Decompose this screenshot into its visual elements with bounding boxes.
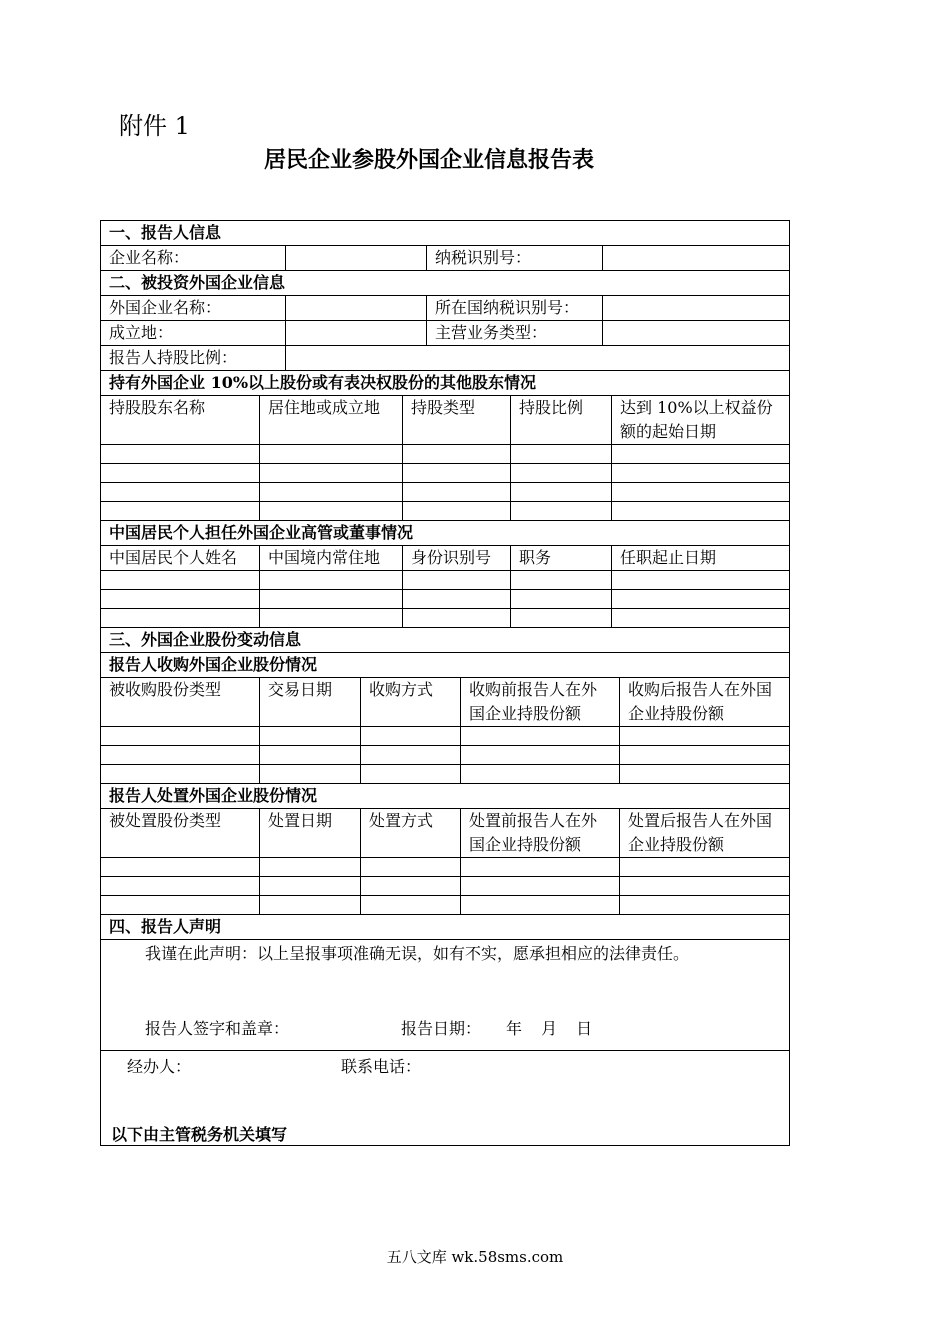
table-cell[interactable] — [101, 483, 260, 502]
acquire-header: 收购前报告人在外国企业持股份额 — [461, 678, 620, 727]
table-cell[interactable] — [620, 858, 790, 877]
table-cell[interactable] — [511, 445, 612, 464]
table-cell[interactable] — [101, 877, 260, 896]
tax-id-field[interactable] — [603, 246, 790, 271]
table-cell[interactable] — [101, 590, 260, 609]
dispose-title: 报告人处置外国企业股份情况 — [101, 784, 790, 809]
table-cell[interactable] — [361, 858, 461, 877]
executives-header: 中国境内常住地 — [260, 546, 403, 571]
table-cell[interactable] — [612, 445, 790, 464]
executives-header: 身份识别号 — [403, 546, 511, 571]
share-change-table — [100, 627, 790, 1146]
report-form — [100, 220, 789, 1146]
table-cell[interactable] — [612, 571, 790, 590]
tax-office-note: 以下由主管税务机关填写 — [111, 1125, 288, 1144]
established-field[interactable] — [286, 321, 427, 346]
table-cell[interactable] — [511, 590, 612, 609]
table-cell[interactable] — [620, 877, 790, 896]
table-cell[interactable] — [620, 746, 790, 765]
table-cell[interactable] — [101, 896, 260, 915]
business-type-label: 主营业务类型： — [427, 321, 603, 346]
table-cell[interactable] — [612, 502, 790, 521]
table-cell[interactable] — [101, 727, 260, 746]
acquire-header: 交易日期 — [260, 678, 361, 727]
contact-cell — [101, 1051, 790, 1146]
country-tax-id-field[interactable] — [603, 296, 790, 321]
dispose-header: 处置后报告人在外国企业持股份额 — [620, 809, 790, 858]
section-4-title: 四、报告人声明 — [101, 915, 790, 940]
attachment-label: 附件 1 — [119, 112, 190, 140]
acquire-header: 收购方式 — [361, 678, 461, 727]
declaration-statement: 我谨在此声明：以上呈报事项准确无误，如有不实，愿承担相应的法律责任。 — [145, 944, 690, 963]
table-cell[interactable] — [260, 502, 403, 521]
table-cell[interactable] — [403, 590, 511, 609]
shareholders-header: 达到 10%以上权益份额的起始日期 — [612, 396, 790, 445]
table-cell[interactable] — [260, 609, 403, 628]
dispose-header: 处置日期 — [260, 809, 361, 858]
table-cell[interactable] — [260, 483, 403, 502]
table-cell[interactable] — [101, 765, 260, 784]
table-cell[interactable] — [511, 571, 612, 590]
table-cell[interactable] — [260, 896, 361, 915]
company-name-label: 企业名称： — [101, 246, 286, 271]
table-cell[interactable] — [361, 727, 461, 746]
table-cell[interactable] — [260, 746, 361, 765]
table-cell[interactable] — [101, 571, 260, 590]
table-cell[interactable] — [361, 877, 461, 896]
report-date-label: 报告日期： — [401, 1019, 482, 1038]
table-cell[interactable] — [361, 765, 461, 784]
table-cell[interactable] — [260, 445, 403, 464]
table-cell[interactable] — [511, 464, 612, 483]
business-type-field[interactable] — [603, 321, 790, 346]
table-cell[interactable] — [620, 765, 790, 784]
table-cell[interactable] — [101, 502, 260, 521]
section-3-title: 三、外国企业股份变动信息 — [101, 628, 790, 653]
table-cell[interactable] — [260, 727, 361, 746]
table-cell[interactable] — [461, 727, 620, 746]
holding-ratio-label: 报告人持股比例： — [101, 346, 286, 371]
table-cell[interactable] — [260, 464, 403, 483]
form-title: 居民企业参股外国企业信息报告表 — [263, 147, 594, 173]
established-label: 成立地： — [101, 321, 286, 346]
section-1-title: 一、报告人信息 — [101, 221, 790, 246]
acquire-title: 报告人收购外国企业股份情况 — [101, 653, 790, 678]
table-cell[interactable] — [101, 746, 260, 765]
table-cell[interactable] — [612, 483, 790, 502]
phone-label: 联系电话： — [341, 1057, 422, 1076]
table-cell[interactable] — [403, 571, 511, 590]
country-tax-id-label: 所在国纳税识别号： — [427, 296, 603, 321]
table-cell[interactable] — [461, 896, 620, 915]
table-cell[interactable] — [101, 464, 260, 483]
shareholders-header: 持股类型 — [403, 396, 511, 445]
table-cell[interactable] — [461, 877, 620, 896]
table-cell[interactable] — [403, 464, 511, 483]
acquire-header: 收购后报告人在外国企业持股份额 — [620, 678, 790, 727]
table-cell[interactable] — [101, 609, 260, 628]
table-cell[interactable] — [511, 609, 612, 628]
executives-header: 任职起止日期 — [612, 546, 790, 571]
table-cell[interactable] — [461, 765, 620, 784]
shareholders-header: 持股股东名称 — [101, 396, 260, 445]
table-cell[interactable] — [612, 609, 790, 628]
table-cell[interactable] — [403, 609, 511, 628]
table-cell[interactable] — [101, 445, 260, 464]
table-cell[interactable] — [403, 445, 511, 464]
shareholders-title: 持有外国企业 10%以上股份或有表决权股份的其他股东情况 — [101, 371, 790, 396]
shareholders-header: 居住地或成立地 — [260, 396, 403, 445]
table-cell[interactable] — [260, 571, 403, 590]
table-cell[interactable] — [403, 483, 511, 502]
table-cell[interactable] — [361, 896, 461, 915]
section-2-title: 二、被投资外国企业信息 — [101, 271, 790, 296]
table-cell[interactable] — [511, 483, 612, 502]
shareholders-table — [100, 370, 790, 628]
company-name-field[interactable] — [286, 246, 427, 271]
foreign-name-field[interactable] — [286, 296, 427, 321]
executives-header: 职务 — [511, 546, 612, 571]
tax-id-label: 纳税识别号： — [427, 246, 603, 271]
holding-ratio-field[interactable] — [286, 346, 790, 371]
table-cell[interactable] — [260, 877, 361, 896]
dispose-header: 处置前报告人在外国企业持股份额 — [461, 809, 620, 858]
table-cell[interactable] — [260, 858, 361, 877]
acquire-header: 被收购股份类型 — [101, 678, 260, 727]
table-cell[interactable] — [612, 464, 790, 483]
table-cell[interactable] — [620, 727, 790, 746]
table-cell[interactable] — [612, 590, 790, 609]
dispose-header: 被处置股份类型 — [101, 809, 260, 858]
table-cell[interactable] — [101, 858, 260, 877]
footer-watermark: 五八文库 wk.58sms.com — [386, 1248, 564, 1266]
dispose-header: 处置方式 — [361, 809, 461, 858]
table-cell[interactable] — [403, 502, 511, 521]
handler-label: 经办人： — [127, 1057, 192, 1076]
signature-label: 报告人签字和盖章： — [145, 1019, 290, 1038]
table-cell[interactable] — [461, 858, 620, 877]
info-table-top — [100, 220, 790, 371]
table-cell[interactable] — [260, 590, 403, 609]
date-placeholder: 年 月 日 — [506, 1019, 593, 1038]
table-cell[interactable] — [620, 896, 790, 915]
executives-header: 中国居民个人姓名 — [101, 546, 260, 571]
table-cell[interactable] — [361, 746, 461, 765]
foreign-name-label: 外国企业名称： — [101, 296, 286, 321]
shareholders-header: 持股比例 — [511, 396, 612, 445]
table-cell[interactable] — [461, 746, 620, 765]
declaration-cell — [101, 940, 790, 1051]
table-cell[interactable] — [260, 765, 361, 784]
executives-title: 中国居民个人担任外国企业高管或董事情况 — [101, 521, 790, 546]
table-cell[interactable] — [511, 502, 612, 521]
